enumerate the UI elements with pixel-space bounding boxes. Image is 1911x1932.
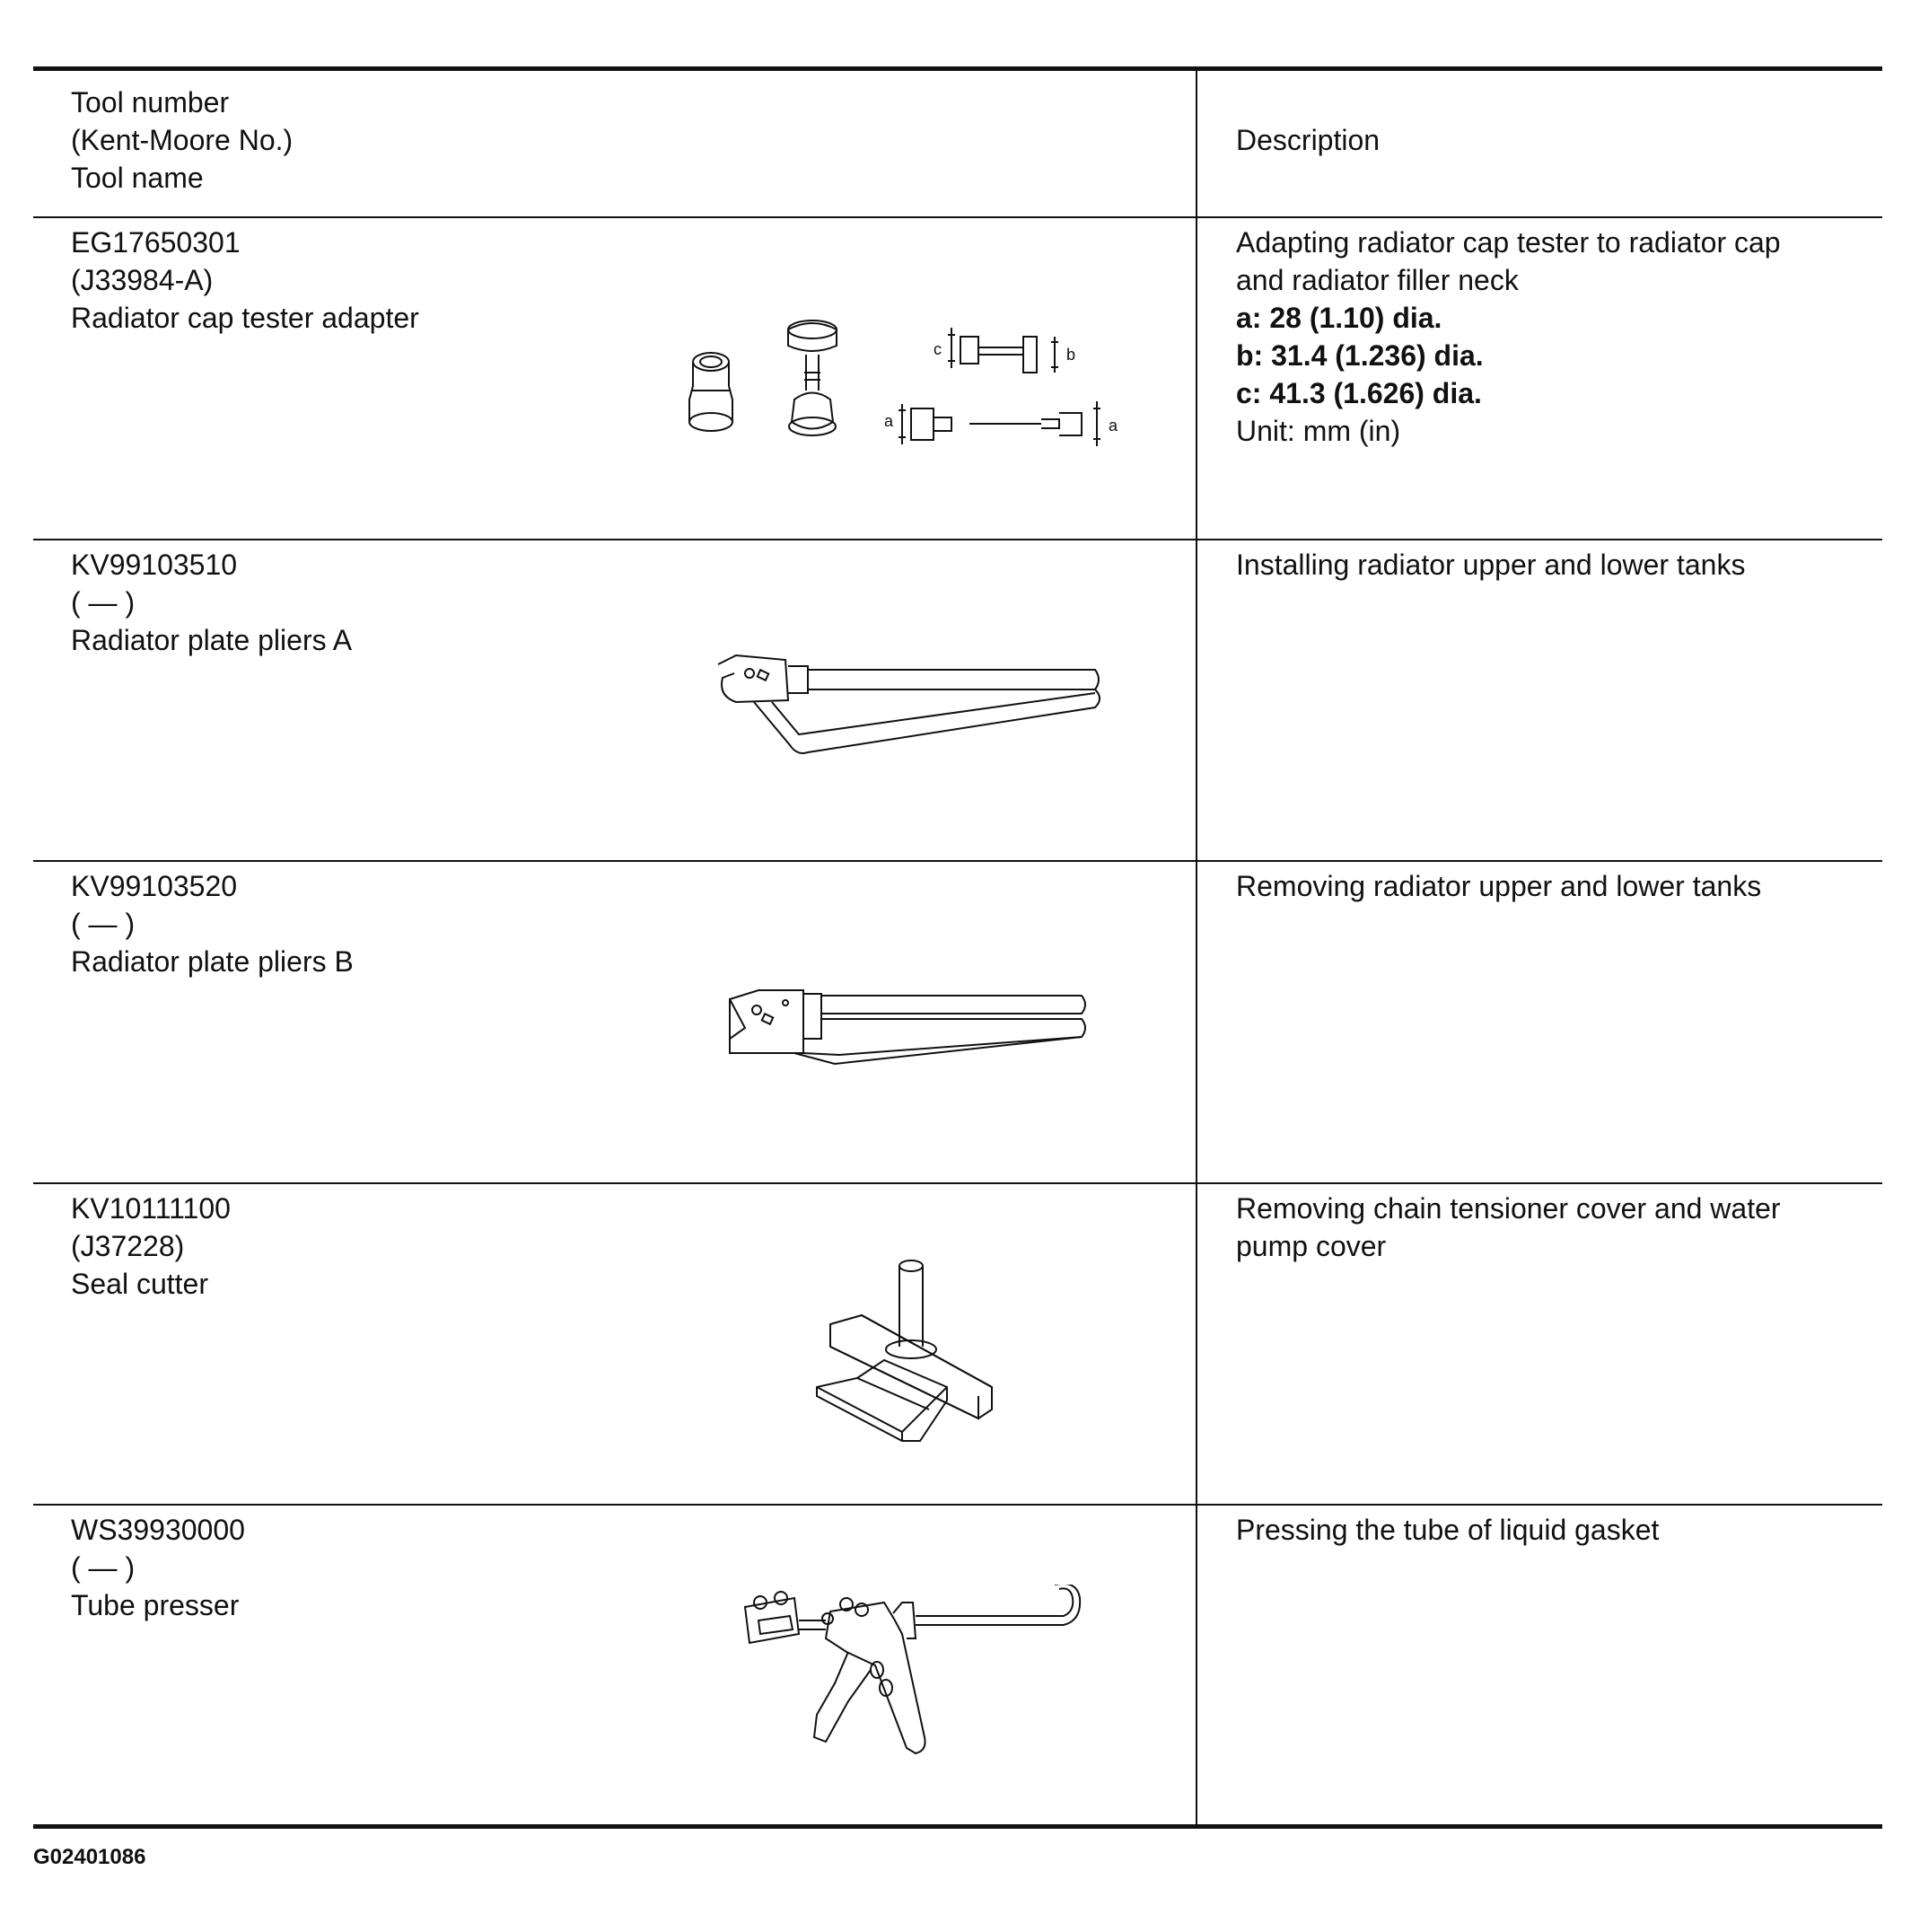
table-row-description xyxy=(1236,1511,1659,1549)
table-row-tool-info xyxy=(71,224,419,337)
tool-number: KV10111100 xyxy=(71,1192,231,1225)
header-tool-column xyxy=(71,83,293,197)
description-line: and radiator filler neck xyxy=(1236,264,1519,296)
column-divider xyxy=(1196,71,1197,1824)
kent-moore-number: ( — ) xyxy=(71,586,136,619)
figure-code: G02401086 xyxy=(33,1845,146,1869)
kent-moore-number: (J37228) xyxy=(71,1230,185,1262)
header-tool-number: Tool number xyxy=(71,86,230,119)
description-line: Pressing the tube of liquid gasket xyxy=(1236,1514,1660,1546)
radiator-plate-pliers-a-illustration xyxy=(709,646,1113,763)
dimension-label-a: a xyxy=(1109,417,1118,435)
table-row-description xyxy=(1236,867,1761,905)
unit-note: Unit: mm (in) xyxy=(1236,415,1401,447)
row-divider xyxy=(33,1182,1882,1184)
description-line: Removing chain tensioner cover and water xyxy=(1236,1192,1781,1225)
row-divider xyxy=(33,1504,1882,1506)
description-line: pump cover xyxy=(1236,1230,1387,1262)
spec-c: c: 41.3 (1.626) dia. xyxy=(1236,377,1482,409)
tool-name: Radiator cap tester adapter xyxy=(71,302,419,334)
kent-moore-number: (J33984-A) xyxy=(71,264,214,296)
table-row-tool-info xyxy=(71,546,352,659)
header-divider xyxy=(33,216,1882,218)
table-row-description xyxy=(1236,224,1781,450)
tool-name: Tube presser xyxy=(71,1589,240,1621)
seal-cutter-illustration xyxy=(812,1252,1001,1459)
radiator-plate-pliers-b-illustration xyxy=(723,983,1100,1073)
dimension-label-a: a xyxy=(884,412,894,430)
table-row-tool-info xyxy=(71,867,354,980)
spec-a: a: 28 (1.10) dia. xyxy=(1236,302,1442,334)
tool-number: EG17650301 xyxy=(71,226,241,259)
tube-presser-illustration xyxy=(741,1585,1082,1769)
table-bottom-rule xyxy=(33,1824,1882,1829)
header-kent-moore: (Kent-Moore No.) xyxy=(71,124,294,156)
spec-b: b: 31.4 (1.236) dia. xyxy=(1236,339,1484,372)
description-line: Adapting radiator cap tester to radiator cap xyxy=(1236,226,1781,259)
table-row-description xyxy=(1236,1190,1781,1265)
header-tool-name: Tool name xyxy=(71,162,204,194)
row-divider xyxy=(33,860,1882,862)
table-row-tool-info xyxy=(71,1511,245,1624)
table-top-rule xyxy=(33,66,1882,71)
tool-name: Radiator plate pliers A xyxy=(71,624,353,656)
radiator-cap-tester-adapter-illustration xyxy=(682,301,1149,462)
description-line: Removing radiator upper and lower tanks xyxy=(1236,870,1762,902)
tool-number: KV99103510 xyxy=(71,549,238,581)
tool-number: KV99103520 xyxy=(71,870,238,902)
table-row-tool-info xyxy=(71,1190,231,1303)
description-line: Installing radiator upper and lower tanks xyxy=(1236,549,1746,581)
tool-name: Radiator plate pliers B xyxy=(71,945,354,978)
table-row-description xyxy=(1236,546,1745,584)
kent-moore-number: ( — ) xyxy=(71,1551,136,1584)
dimension-label-b: b xyxy=(1066,346,1076,364)
tool-number: WS39930000 xyxy=(71,1514,245,1546)
kent-moore-number: ( — ) xyxy=(71,908,136,940)
row-divider xyxy=(33,539,1882,540)
dimension-label-c: c xyxy=(934,340,942,358)
header-description: Description xyxy=(1236,124,1381,156)
tool-name: Seal cutter xyxy=(71,1268,208,1300)
